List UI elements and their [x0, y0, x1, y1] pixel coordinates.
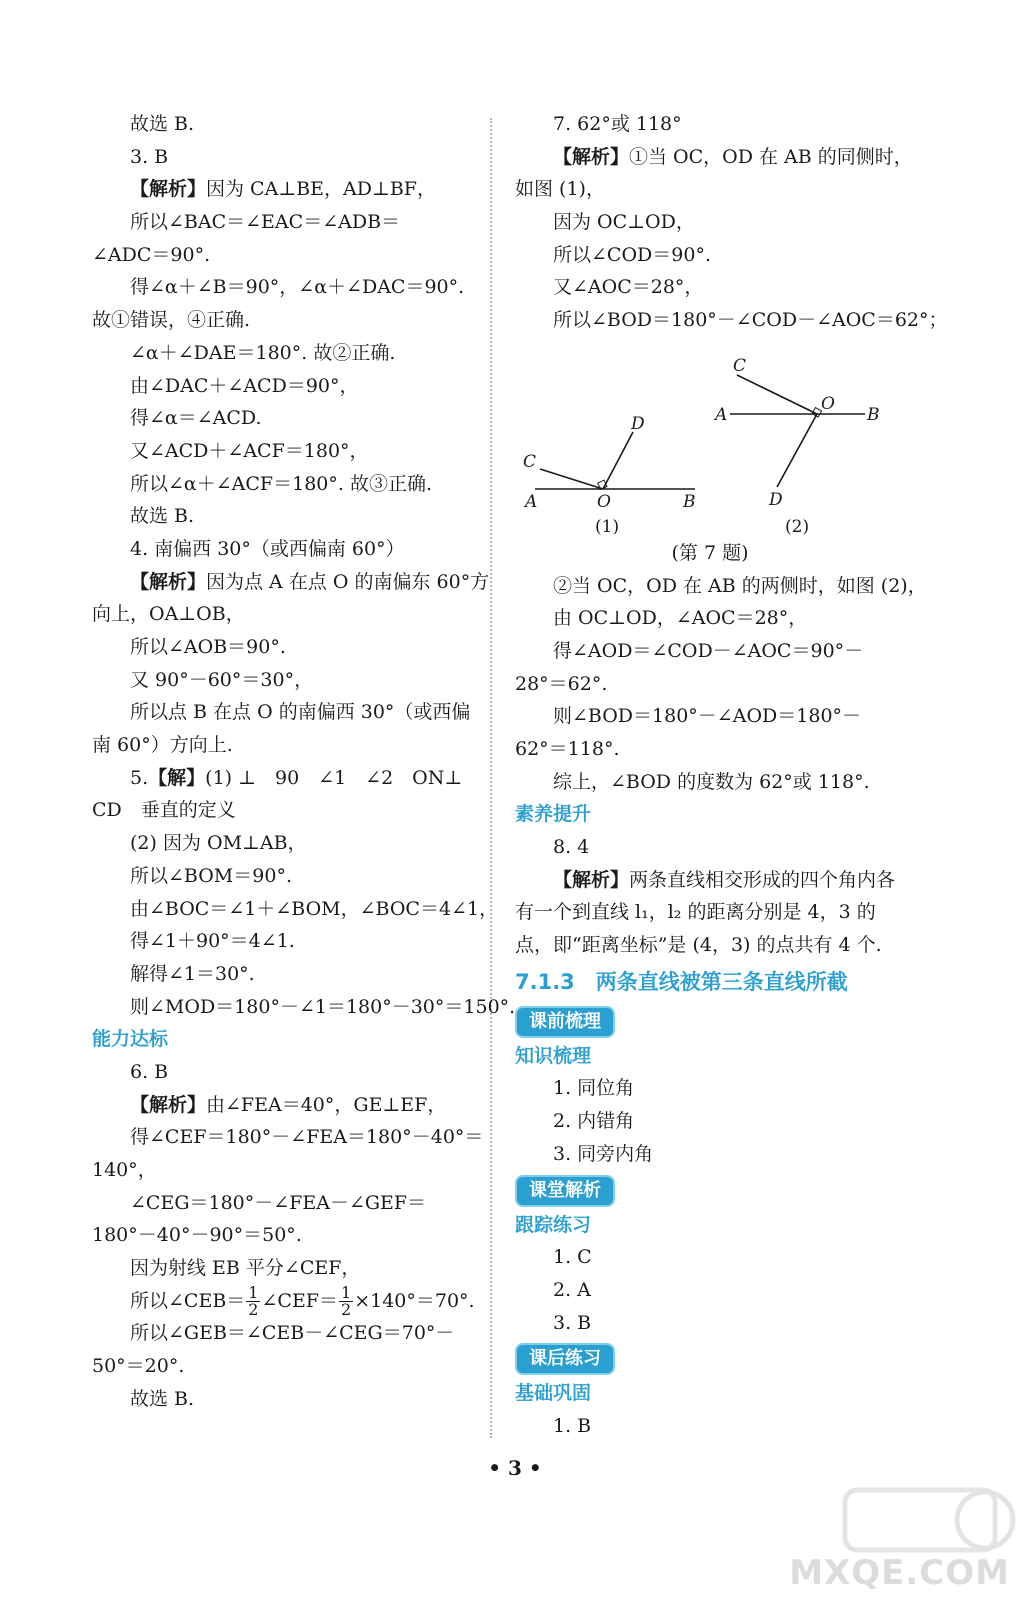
line-text: 则∠MOD＝180°－∠1＝180°－30°＝150°.: [130, 995, 516, 1018]
text-line: [92, 337, 482, 370]
line-text: 所以∠BAC＝∠EAC＝∠ADB＝: [130, 211, 401, 234]
text-line: [515, 1241, 905, 1274]
chapter-heading: 7.1.3 两条直线被第三条直线所截: [515, 969, 848, 994]
text-line: [92, 696, 482, 729]
text-line: [92, 664, 482, 697]
line-text: 8. 4: [553, 836, 590, 858]
fig2-label-d: D: [769, 489, 783, 510]
text-line: [92, 794, 482, 827]
line-text: 故选 B.: [130, 1387, 195, 1410]
text-line: [515, 239, 905, 272]
text-line: [515, 668, 905, 701]
line-text: 1. 同位角: [553, 1077, 635, 1100]
line-text: 7. 62°或 118°: [553, 113, 682, 135]
line-text: 所以∠AOB＝90°.: [130, 636, 286, 658]
text-line: [92, 1154, 482, 1187]
text-line: [515, 173, 905, 206]
line-text: 又 90°－60°＝30°，: [130, 668, 314, 691]
line-text: 有一个到直线 l₁，l₂ 的距离分别是 4，3 的: [515, 901, 876, 924]
text-line: [92, 1187, 482, 1220]
line-text: 所以点 B 在点 O 的南偏西 30°（或西偏: [130, 701, 471, 724]
fraction-denominator: 2: [341, 1300, 352, 1320]
line-text: 得∠CEF＝180°－∠FEA＝180°－40°＝: [130, 1126, 484, 1149]
text-line: [92, 271, 482, 304]
figure-caption: (第 7 题): [671, 541, 749, 564]
text-line: [92, 1285, 482, 1318]
line-text: 得∠α＝∠ACD.: [130, 407, 262, 430]
section-heading: 基础巩固: [515, 1382, 592, 1405]
text-line: [515, 602, 905, 635]
analysis-tag: 【解析】: [130, 1093, 207, 1116]
line-text: 得∠1＋90°＝4∠1.: [130, 930, 295, 953]
fig1-caption: (1): [595, 516, 620, 537]
line-text: 又∠AOC＝28°，: [553, 276, 704, 299]
text-line: [515, 896, 905, 929]
line-text: 所以∠BOM＝90°.: [130, 864, 292, 887]
analysis-tag: 【解析】: [553, 868, 630, 891]
text-line: [515, 304, 948, 337]
fraction-numerator: 1: [341, 1283, 352, 1303]
text-line: [515, 206, 905, 239]
fig2-label-a: A: [715, 404, 728, 425]
item-number: 5.: [130, 766, 149, 789]
line-text: 故选 B.: [130, 505, 195, 528]
text-line: [92, 925, 482, 958]
text-line: [92, 173, 482, 206]
text-line: [515, 864, 905, 897]
text-line: [515, 570, 927, 603]
text-line: [92, 958, 482, 991]
text-line: [515, 1274, 905, 1307]
section-heading: 能力达标: [92, 1028, 169, 1051]
column-divider: [490, 118, 500, 1438]
line-text: 6. B: [130, 1060, 169, 1083]
text-line: [92, 435, 482, 468]
section-pill-row: [515, 1002, 905, 1040]
right-column: [515, 108, 948, 1443]
line-text: 1. C: [553, 1246, 592, 1269]
line-text: 向上，OA⊥OB，: [92, 603, 245, 626]
fig2-label-c: C: [733, 355, 747, 376]
line-text: (1) ⊥ 90 ∠1 ∠2 ON⊥: [205, 766, 463, 789]
line-text: 所以∠COD＝90°.: [553, 243, 711, 266]
text-line: [92, 566, 490, 599]
text-line: [92, 141, 482, 174]
fig1-label-d: D: [631, 413, 645, 434]
line-text: CD 垂直的定义: [92, 799, 236, 822]
section-heading: 知识梳理: [515, 1044, 592, 1067]
line-text: 故选 B.: [130, 113, 195, 135]
fig1-ray-oc: [540, 469, 603, 489]
line-text: 4. 南偏西 30°（或西偏南 60°）: [130, 537, 405, 560]
line-text: ①当 OC，OD 在 AB 的同侧时，: [629, 145, 913, 168]
text-line: [92, 860, 482, 893]
watermark-text: MXQE.COM: [789, 1553, 1010, 1593]
line-text: 1. B: [553, 1414, 592, 1437]
text-line: [92, 762, 482, 795]
fraction-denominator: 2: [248, 1300, 259, 1320]
line-text: 由 OC⊥OD，∠AOC＝28°，: [553, 607, 808, 630]
line-text: 两条直线相交形成的四个角内各: [629, 868, 896, 891]
text-line: [515, 700, 905, 733]
line-text: 50°＝20°.: [92, 1355, 185, 1378]
text-line: [515, 141, 913, 174]
text-line: [92, 1252, 482, 1285]
section-pill-row: [515, 1171, 905, 1209]
fig2-ray-oc: [737, 375, 817, 414]
text-line: [92, 893, 499, 926]
line-text: 因为 OC⊥OD，: [553, 211, 695, 234]
fraction: [246, 1285, 260, 1318]
section-pill: 课前梳理: [515, 1006, 615, 1038]
line-text: 解得∠1＝30°.: [130, 962, 255, 985]
line-text: 28°＝62°.: [515, 672, 608, 695]
line-text: 则∠BOD＝180°－∠AOD＝180°－: [553, 705, 862, 728]
geometry-figures: [515, 337, 905, 537]
analysis-tag: 【解析】: [130, 570, 207, 593]
text-line: [92, 239, 482, 272]
line-text: 62°＝118°.: [515, 737, 620, 760]
line-text: ∠α＋∠DAE＝180°. 故②正确.: [130, 341, 396, 364]
fig1-label-c: C: [523, 451, 537, 472]
fraction: [339, 1285, 353, 1318]
text-line: [515, 733, 905, 766]
text-line: [92, 304, 482, 337]
line-text: 南 60°）方向上.: [92, 734, 233, 757]
text-line: [92, 729, 482, 762]
text-line: [92, 402, 482, 435]
line-text: ∠ADC＝90°.: [92, 243, 211, 266]
line-text: 由∠DAC＋∠ACD＝90°，: [130, 374, 359, 397]
fig2-ray-od: [777, 414, 817, 487]
fig2-caption: (2): [785, 516, 810, 537]
figure-block: [515, 337, 905, 537]
text-segment: ∠CEF＝: [261, 1289, 338, 1312]
text-line: [515, 1072, 905, 1105]
text-line: [92, 991, 516, 1024]
text-line: [92, 370, 482, 403]
text-line: [92, 631, 482, 664]
fig2-label-b: B: [867, 404, 880, 425]
analysis-tag: 【解析】: [553, 145, 630, 168]
text-line: [515, 929, 905, 962]
text-line: [515, 766, 905, 799]
text-line: [515, 1307, 905, 1340]
text-segment: ×140°＝70°.: [354, 1289, 475, 1312]
line-text: ②当 OC，OD 在 AB 的两侧时，如图 (2)，: [553, 574, 927, 597]
left-column: [92, 108, 516, 1416]
text-line: [92, 1056, 482, 1089]
text-line: [515, 635, 905, 668]
line-text: 180°－40°－90°＝50°.: [92, 1224, 302, 1247]
text-line: [92, 1121, 482, 1154]
fig1-label-o: O: [597, 491, 611, 512]
line-text: 所以∠α＋∠ACF＝180°. 故③正确.: [130, 472, 432, 495]
line-text: 2. 内错角: [553, 1110, 635, 1133]
line-text: 所以∠GEB＝∠CEB－∠CEG＝70°－: [130, 1322, 455, 1345]
line-text: 3. B: [553, 1311, 592, 1334]
line-text: 如图 (1)，: [515, 178, 605, 201]
text-line: [515, 1138, 905, 1171]
line-text: 因为 CA⊥BE，AD⊥BF，: [206, 178, 436, 201]
line-text: 由∠FEA＝40°，GE⊥EF，: [206, 1093, 447, 1116]
text-line: [92, 1383, 482, 1416]
fraction-numerator: 1: [248, 1283, 259, 1303]
line-text: 2. A: [553, 1278, 591, 1301]
line-text: 点，即“距离坐标”是 (4，3) 的点共有 4 个.: [515, 934, 882, 957]
line-text: 综上，∠BOD 的度数为 62°或 118°.: [553, 770, 870, 793]
section-pill: 课后练习: [515, 1343, 615, 1375]
line-text: 所以∠BOD＝180°－∠COD－∠AOC＝62°；: [553, 309, 948, 332]
text-line: [92, 1089, 482, 1122]
line-text: 由∠BOC＝∠1＋∠BOM，∠BOC＝4∠1，: [130, 897, 499, 920]
text-line: [92, 533, 482, 566]
section-heading: 素养提升: [515, 803, 592, 826]
analysis-tag: 【解】: [148, 766, 206, 789]
fig1-label-b: B: [683, 491, 696, 512]
line-text: 140°，: [92, 1159, 157, 1181]
text-line: [92, 827, 482, 860]
text-line: [515, 108, 905, 141]
line-text: 因为点 A 在点 O 的南偏东 60°方: [206, 570, 490, 593]
line-text: 3. B: [130, 145, 169, 168]
text-line: [515, 831, 905, 864]
text-line: [92, 598, 482, 631]
analysis-tag: 【解析】: [130, 178, 207, 201]
line-text: (2) 因为 OM⊥AB，: [130, 832, 307, 855]
line-text: 得∠AOD＝∠COD－∠AOC＝90°－: [553, 639, 864, 662]
section-heading: 跟踪练习: [515, 1213, 592, 1236]
text-line: [515, 1410, 905, 1443]
text-line: [92, 108, 482, 141]
page-number: • 3 •: [488, 1456, 542, 1480]
text-line: [92, 206, 482, 239]
text-line: [92, 468, 482, 501]
text-line: [92, 1350, 482, 1383]
section-pill: 课堂解析: [515, 1175, 615, 1207]
line-text: ∠CEG＝180°－∠FEA－∠GEF＝: [130, 1191, 427, 1214]
fig2-label-o: O: [821, 393, 835, 414]
fig1-label-a: A: [525, 491, 538, 512]
text-line: [515, 1105, 905, 1138]
fig1-ray-od: [603, 432, 633, 489]
line-text: 3. 同旁内角: [553, 1142, 654, 1165]
line-text: 得∠α＋∠B＝90°，∠α＋∠DAC＝90°.: [130, 276, 465, 299]
line-text: 又∠ACD＋∠ACF＝180°，: [130, 439, 369, 462]
line-text: 故①错误，④正确.: [92, 309, 251, 332]
text-line: [515, 271, 905, 304]
text-segment: 所以∠CEB＝: [130, 1289, 246, 1312]
text-line: [92, 500, 482, 533]
text-line: [92, 1317, 482, 1350]
section-pill-row: [515, 1339, 905, 1377]
line-text: 因为射线 EB 平分∠CEF，: [130, 1257, 361, 1280]
text-line: [92, 1219, 482, 1252]
